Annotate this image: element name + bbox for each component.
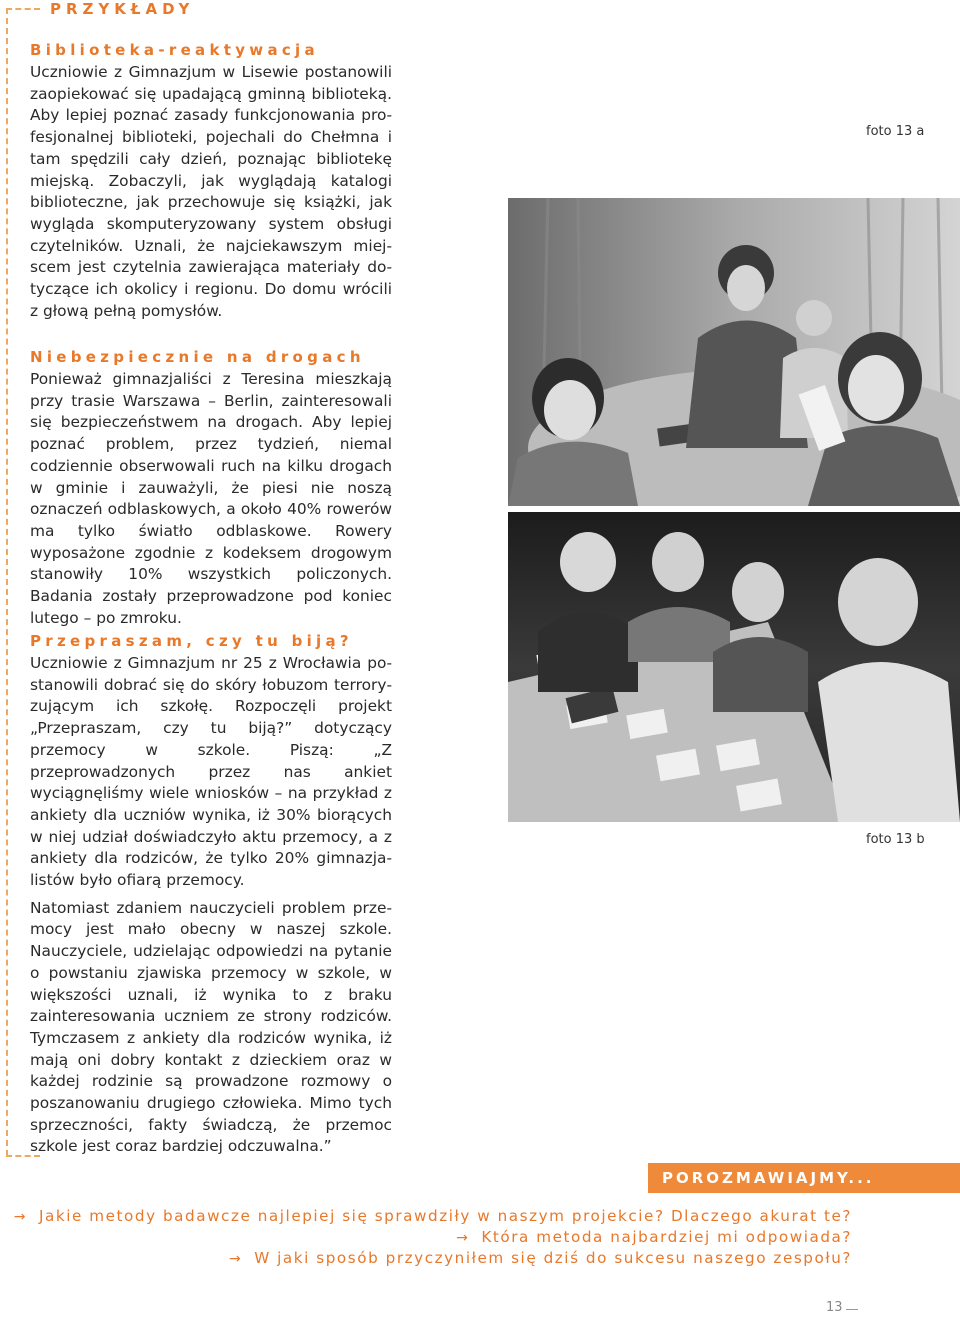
article-title: Biblioteka-reaktywacja — [30, 41, 319, 59]
photo-caption: foto 13 b — [866, 832, 925, 847]
article-library — [30, 40, 392, 322]
frame-left-dash — [6, 8, 8, 1156]
photo-caption: foto 13 a — [866, 124, 925, 139]
photo-13b — [508, 512, 960, 822]
discussion-heading: POROZMAWIAJMY... — [648, 1163, 960, 1193]
article-paragraph: Uczniowie z Gimnazjum w Lisewie postanowili zaopiekować się upadającą gminną biblioteką. Aby lepiej poznać zasady funkcjonowania profesjonalnej biblioteki, pojechali do Chełmna i tam spędzili cały dzień, poznając bibliotekę miejską. Zobaczyli, jak wyglądają katalogi biblioteczne, jak przechowuje się książki, jak wygląda skomputeryzowany system obsługi czytelników. Uznali, że najciekawszym miejscem jest czytelnia zawierająca materiały dotyczące ich okolicy i regionu. Do domu wrócili z głową pełną pomysłów. — [30, 63, 392, 320]
article-paragraph: Natomiast zdaniem nauczycieli problem przemocy jest mało obecny w naszej szkole. Nauczyciele, udzielając odpowiedzi na pytanie o powstaniu zjawiska przemocy w szkole, w większości uznali, iż wynika to z braku zainteresowania uczniem ze strony rodziców. Tymczasem z ankiety dla rodziców wynika, iż mają oni dobry kontakt z dzieckiem oraz w każdej rodzinie są prowadzone rozmowy o poszanowaniu drugiego człowieka. Mimo tych sprzeczności, fakty świadczą, że przemoc szkole jest coraz bardziej odczuwalna.” — [30, 898, 392, 1156]
discussion-question — [456, 1228, 852, 1246]
arrow-right-icon: → — [13, 1209, 28, 1225]
arrow-right-icon: → — [456, 1230, 470, 1246]
article-paragraph: Ponieważ gimnazjaliści z Teresina mieszkają przy trasie Warszawa – Berlin, zainteresowali się bezpieczeństwem na drogach. Aby lepiej poznać problem, przez tydzień, niemal codziennie obserwowali ruch na kilku drogach w gminie i zauważyli, że piesi nie noszą oznaczeń odblaskowych, a około 40% rowerów ma tylko światło odblaskowe. Rowery wyposażone zgodnie z kodeksem drogowym stanowiły 10% wszystkich policzonych. Badania zostały przeprowadzone pod koniec lutego – po zmroku. — [30, 370, 392, 627]
question-text: W jaki sposób przyczyniłem się dziś do sukcesu naszego zespołu? — [254, 1249, 852, 1267]
article-roads — [30, 347, 392, 629]
discussion-question — [14, 1207, 852, 1225]
page-number: 13 — [826, 1300, 843, 1315]
frame-top-dash — [6, 8, 40, 10]
question-text: Która metoda najbardziej mi odpowiada? — [481, 1228, 852, 1246]
arrow-right-icon: → — [228, 1251, 243, 1267]
question-text: Jakie metody badawcze najlepiej się sprawdziły w naszym projekcie? Dlaczego akurat te? — [39, 1207, 852, 1225]
article-title: Przepraszam, czy tu biją? — [30, 632, 353, 650]
discussion-question — [229, 1249, 852, 1267]
article-title: Niebezpiecznie na drogach — [30, 348, 365, 366]
article-violence — [30, 631, 392, 1158]
article-paragraph: Uczniowie z Gimnazjum nr 25 z Wrocławia postanowili dobrać się do skóry łobuzom terroryzującym ich szkołę. Rozpoczęli projekt „Przepraszam, czy tu biją?” dotyczący przemocy w szkole. Piszą: „Z przeprowadzonych przez nas ankiet wyciągnęliśmy wiele wniosków – na przykład z ankiety dla uczniów wynika, iż 30% biorących w niej udział doświadczyło aktu przemocy, a z ankiety dla rodziców, że tylko 20% gimnazjalistów było ofiarą przemocy. — [30, 654, 392, 890]
photo-13a — [508, 198, 960, 506]
section-label: PRZYKŁADY — [50, 0, 195, 18]
page-number-rule — [846, 1309, 858, 1310]
